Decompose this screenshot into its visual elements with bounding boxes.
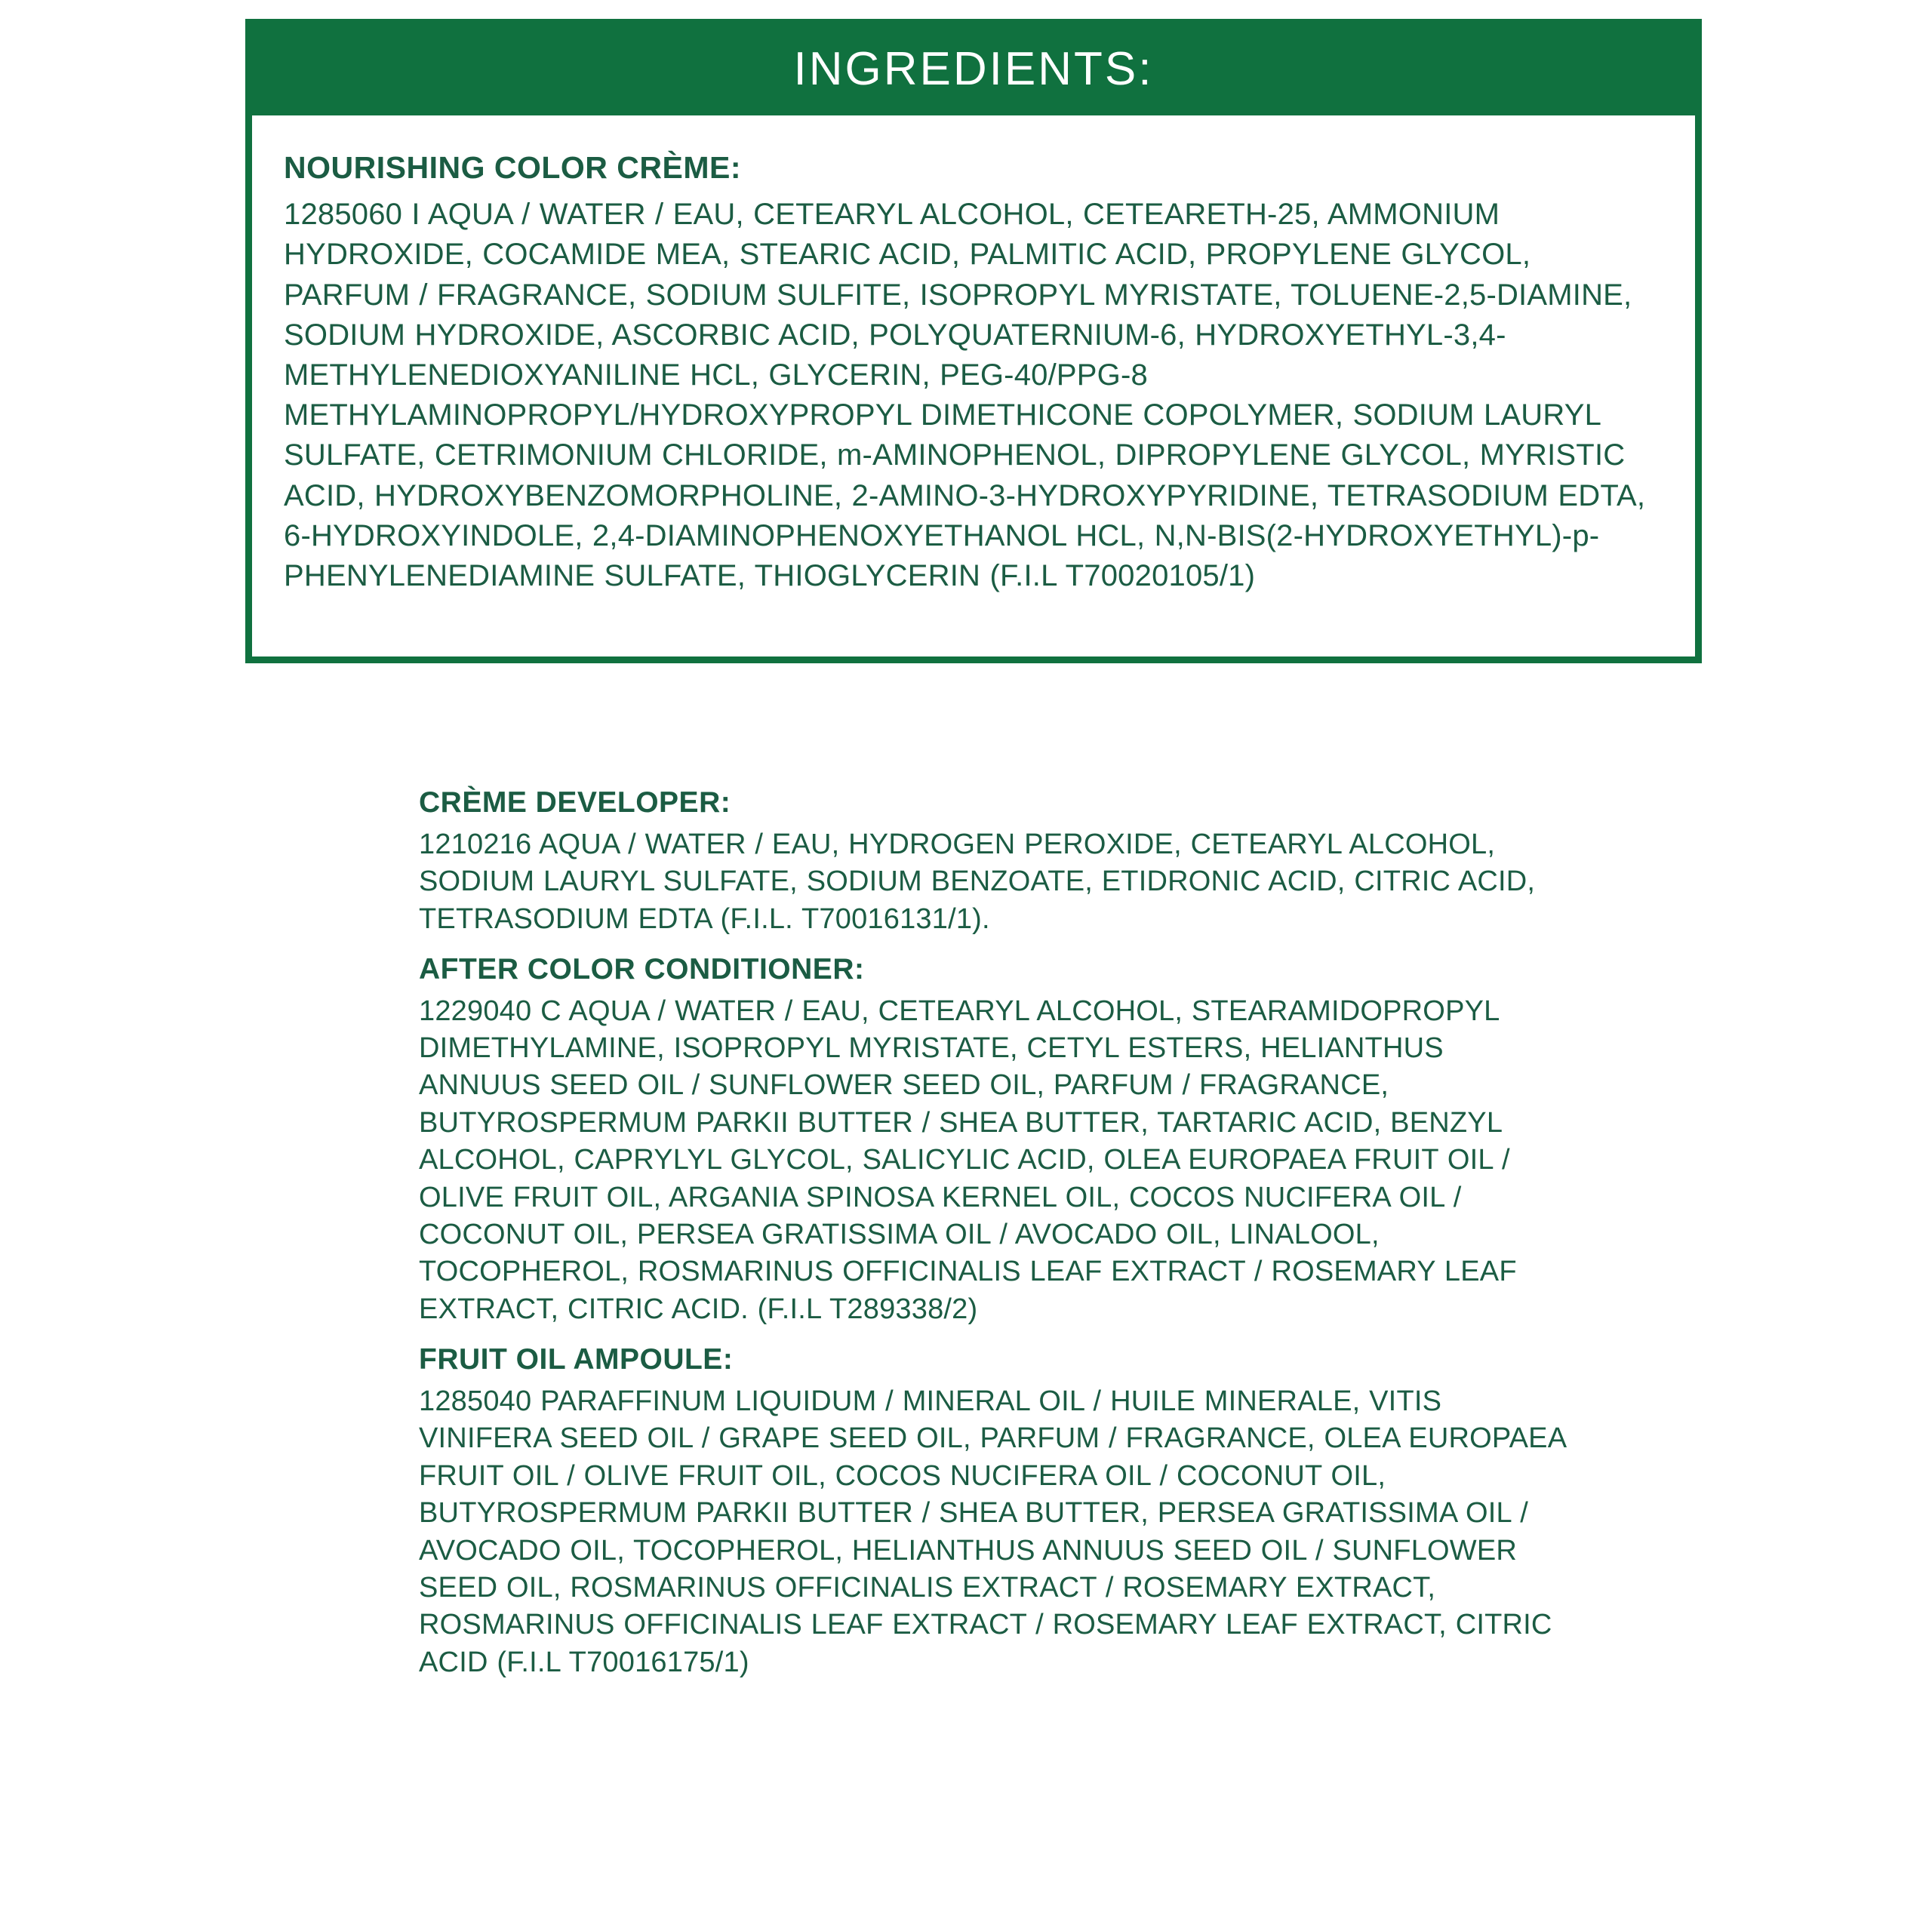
section-title-nourishing-color-creme: NOURISHING COLOR CRÈME: xyxy=(284,150,741,185)
section-title-after-color-conditioner: AFTER COLOR CONDITIONER: xyxy=(419,952,865,985)
section-nourishing-color-creme xyxy=(284,149,1665,596)
section-title-creme-developer: CRÈME DEVELOPER: xyxy=(419,786,731,819)
section-text-after-color-conditioner: 1229040 C AQUA / WATER / EAU, CETEARYL ALCOHOL, STEARAMIDOPROPYL DIMETHYLAMINE, ISOPROPYL MYRISTATE, CETYL ESTERS, HELIANTHUS ANNUUS SEED OIL / SUNFLOWER SEED OIL, PARFUM / FRAGRANCE, BUTYROSPERMUM PARKII BUTTER / SHEA BUTTER, TARTARIC ACID, BENZYL ALCOHOL, CAPRYLYL GLYCOL, SALICYLIC ACID, OLEA EUROPAEA FRUIT OIL / OLIVE FRUIT OIL, ARGANIA SPINOSA KERNEL OIL, COCOS NUCIFERA OIL / COCONUT OIL, PERSEA GRATISSIMA OIL / AVOCADO OIL, LINALOOL, TOCOPHEROL, ROSMARINUS OFFICINALIS LEAF EXTRACT / ROSEMARY LEAF EXTRACT, CITRIC ACID. (F.I.L T289338/2) xyxy=(419,995,1517,1325)
section-after-color-conditioner xyxy=(419,952,1566,1328)
lower-sections xyxy=(419,785,1566,1695)
section-title-fruit-oil-ampoule: FRUIT OIL AMPOULE: xyxy=(419,1343,734,1376)
section-fruit-oil-ampoule xyxy=(419,1342,1566,1681)
ingredients-panel xyxy=(245,19,1702,663)
ingredients-header-title: INGREDIENTS: xyxy=(252,26,1695,115)
section-creme-developer xyxy=(419,785,1566,938)
section-text-fruit-oil-ampoule: 1285040 PARAFFINUM LIQUIDUM / MINERAL OIL / HUILE MINERALE, VITIS VINIFERA SEED OIL / GRAPE SEED OIL, PARFUM / FRAGRANCE, OLEA EUROPAEA FRUIT OIL / OLIVE FRUIT OIL, COCOS NUCIFERA OIL / COCONUT OIL, BUTYROSPERMUM PARKII BUTTER / SHEA BUTTER, PERSEA GRATISSIMA OIL / AVOCADO OIL, TOCOPHEROL, HELIANTHUS ANNUUS SEED OIL / SUNFLOWER SEED OIL, ROSMARINUS OFFICINALIS EXTRACT / ROSEMARY EXTRACT, ROSMARINUS OFFICINALIS LEAF EXTRACT / ROSEMARY LEAF EXTRACT, CITRIC ACID (F.I.L T70016175/1) xyxy=(419,1385,1566,1678)
section-text-creme-developer: 1210216 AQUA / WATER / EAU, HYDROGEN PEROXIDE, CETEARYL ALCOHOL, SODIUM LAURYL SULFATE, SODIUM BENZOATE, ETIDRONIC ACID, CITRIC ACID, TETRASODIUM EDTA (F.I.L. T70016131/1). xyxy=(419,828,1536,935)
section-text-nourishing-color-creme: 1285060 I AQUA / WATER / EAU, CETEARYL ALCOHOL, CETEARETH-25, AMMONIUM HYDROXIDE, COCAMIDE MEA, STEARIC ACID, PALMITIC ACID, PROPYLENE GLYCOL, PARFUM / FRAGRANCE, SODIUM SULFITE, ISOPROPYL MYRISTATE, TOLUENE-2,5-DIAMINE, SODIUM HYDROXIDE, ASCORBIC ACID, POLYQUATERNIUM-6, HYDROXYETHYL-3,4-METHYLENEDIOXYANILINE HCL, GLYCERIN, PEG-40/PPG-8 METHYLAMINOPROPYL/HYDROXYPROPYL DIMETHICONE COPOLYMER, SODIUM LAURYL SULFATE, CETRIMONIUM CHLORIDE, m-AMINOPHENOL, DIPROPYLENE GLYCOL, MYRISTIC ACID, HYDROXYBENZOMORPHOLINE, 2-AMINO-3-HYDROXYPYRIDINE, TETRASODIUM EDTA, 6-HYDROXYINDOLE, 2,4-DIAMINOPHENOXYETHANOL HCL, N,N-BIS(2-HYDROXYETHYL)-p-PHENYLENEDIAMINE SULFATE, THIOGLYCERIN (F.I.L T70020105/1) xyxy=(284,198,1646,592)
ingredients-panel-body xyxy=(252,115,1695,656)
